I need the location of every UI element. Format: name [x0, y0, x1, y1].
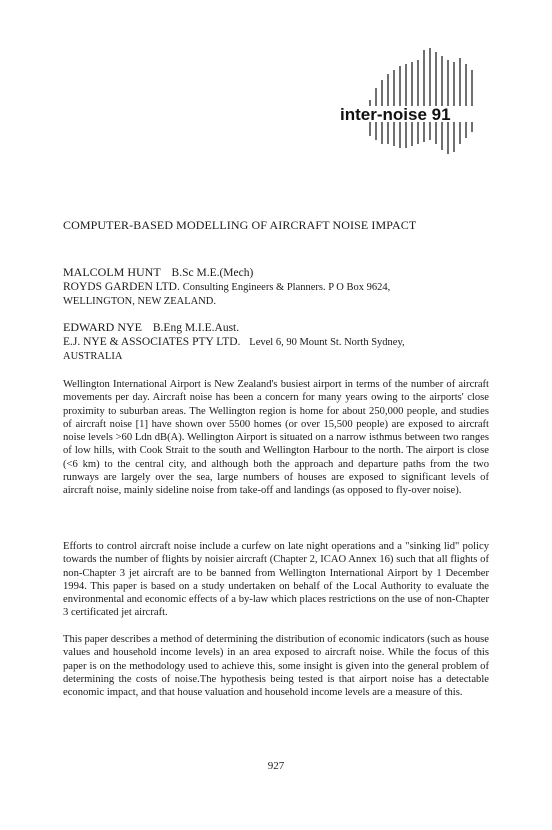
author-city: WELLINGTON, NEW ZEALAND. — [63, 296, 216, 307]
author-organization: E.J. NYE & ASSOCIATES PTY LTD. — [63, 336, 241, 348]
author-block-1 — [63, 265, 493, 309]
conference-logo — [330, 40, 490, 160]
author-name: MALCOLM HUNT — [63, 265, 161, 279]
author-address: Level 6, 90 Mount St. North Sydney, — [249, 337, 405, 348]
author-address: Consulting Engineers & Planners. P O Box 9624, — [182, 282, 391, 293]
author-name: EDWARD NYE — [63, 320, 142, 334]
body-paragraph-1: Wellington International Airport is New Zealand's busiest airport in terms of the number of aircraft movements per day. Aircraft noise has been a concern for many years owing to the airports' close proximity to suburban areas. The Wellington region is home for about 250,000 people, and studies of aircraft noise [1] have shown over 5500 homes (or over 15,500 people) are exposed to aircraft noise levels >60 Ldn dB(A). Wellington Airport is situated on a narrow isthmus between two ranges of low hills, with Cook Strait to the south and Wellington Harbour to the north. The airport is close (<6 km) to the central city, and although both the approach and departure paths from the two runways are largely over the sea, large numbers of houses are exposed to significant levels of aircraft noise, mainly sideline noise from take-off and landings (as opposed to fly-over noise). — [63, 379, 489, 497]
body-paragraph-2: Efforts to control aircraft noise include a curfew on late night operations and a "sinking lid" policy towards the number of flights by noisier aircraft (Chapter 2, ICAO Annex 16) such that all flights of non-Chapter 3 jet aircraft are to be banned from Wellington International Airport by 1 December 1994. This paper is based on a study undertaken on behalf of the Local Authority to evaluate the environmental and economic effects of a by-law which places restrictions on the use of non-Chapter 3 certificated jet aircraft. — [63, 541, 489, 619]
author-block-2 — [63, 320, 493, 364]
author-organization: ROYDS GARDEN LTD. — [63, 281, 180, 293]
page-number: 927 — [267, 760, 285, 772]
australia-outline-icon — [330, 40, 490, 160]
author-degrees: B.Eng M.I.E.Aust. — [152, 322, 240, 334]
logo-text: inter-noise 91 — [340, 105, 451, 124]
author-degrees: B.Sc M.E.(Mech) — [171, 267, 254, 279]
author-city: AUSTRALIA — [63, 351, 123, 362]
body-paragraph-3: This paper describes a method of determining the distribution of economic indicators (such as house values and household income levels) in an area exposed to aircraft noise. While the focus of this paper is on the methodology used to achieve this, some insight is given into the general problem of determining the costs of noise.The hypothesis being tested is that airport noise has a detectable economic impact, and that house valuation and household income levels are a measure of this. — [63, 634, 489, 699]
paper-title: COMPUTER-BASED MODELLING OF AIRCRAFT NOISE IMPACT — [63, 218, 417, 232]
